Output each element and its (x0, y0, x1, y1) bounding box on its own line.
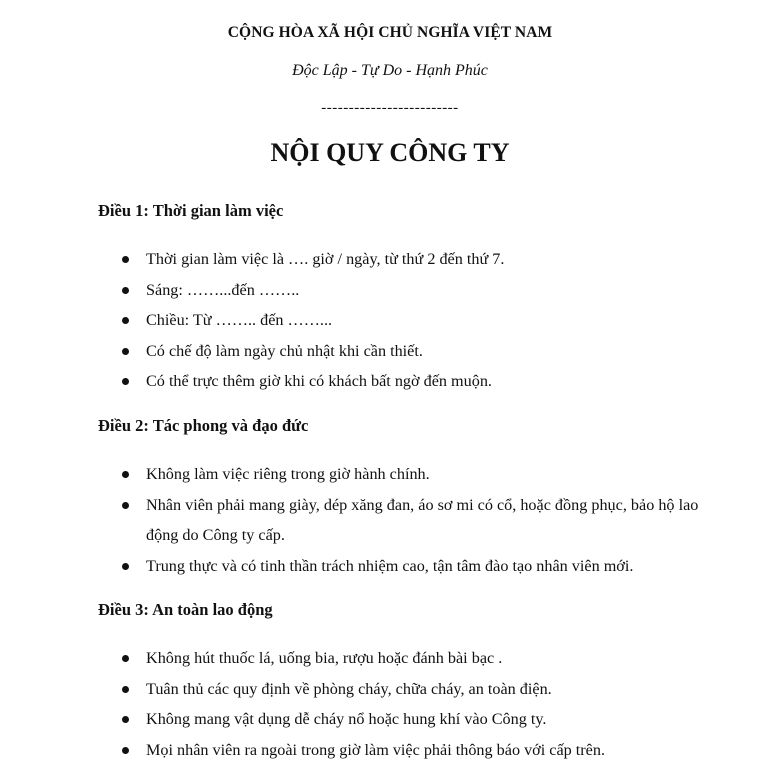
list-item-text: Nhân viên phải mang giày, dép xăng đan, áo sơ mi có cổ, hoặc đồng phục, bảo hộ lao động do Công ty cấp. (146, 495, 699, 544)
header-divider: ------------------------- (321, 100, 459, 116)
list-item (0, 366, 706, 397)
article-1-list (0, 244, 706, 397)
article-2-list (0, 459, 706, 581)
article-3-list (0, 643, 706, 765)
list-item-text: Không làm việc riêng trong giờ hành chính. (146, 465, 430, 483)
list-item-text: Tuân thủ các quy định về phòng cháy, chữa cháy, an toàn điện. (146, 679, 552, 698)
list-item-text: Có chế độ làm ngày chủ nhật khi cần thiết. (146, 341, 423, 360)
list-item (0, 305, 706, 336)
list-item-text: Trung thực và có tinh thần trách nhiệm cao, tận tâm đào tạo nhân viên mới. (146, 556, 634, 575)
list-item (0, 275, 706, 306)
list-item (0, 551, 706, 582)
list-item (0, 459, 706, 490)
list-item-text: Không mang vật dụng dễ cháy nổ hoặc hung khí vào Công ty. (146, 710, 547, 728)
list-item-text: Thời gian làm việc là …. giờ / ngày, từ thứ 2 đến thứ 7. (146, 250, 505, 268)
list-item-text: Có thể trực thêm giờ khi có khách bất ngờ đến muộn. (146, 372, 492, 390)
list-item-text: Chiều: Từ …….. đến ……... (146, 311, 333, 329)
list-item (0, 735, 706, 766)
list-item (0, 244, 706, 275)
document-title: NỘI QUY CÔNG TY (270, 138, 510, 167)
list-item-text: Sáng: ……...đến …….. (146, 280, 300, 299)
list-item-text: Mọi nhân viên ra ngoài trong giờ làm việc phải thông báo với cấp trên. (146, 740, 606, 759)
list-item-text: Không hút thuốc lá, uống bia, rượu hoặc đánh bài bạc . (146, 649, 503, 667)
list-item (0, 643, 706, 674)
national-title: CỘNG HÒA XÃ HỘI CHỦ NGHĨA VIỆT NAM (227, 24, 553, 41)
article-3-heading: Điều 3: An toàn lao động (98, 600, 273, 619)
article-1-heading: Điều 1: Thời gian làm việc (98, 201, 284, 220)
list-item (0, 490, 706, 551)
list-item (0, 704, 706, 735)
article-2-heading: Điều 2: Tác phong và đạo đức (98, 416, 309, 435)
list-item (0, 336, 706, 367)
list-item (0, 674, 706, 705)
national-motto: Độc Lập - Tự Do - Hạnh Phúc (292, 62, 488, 79)
